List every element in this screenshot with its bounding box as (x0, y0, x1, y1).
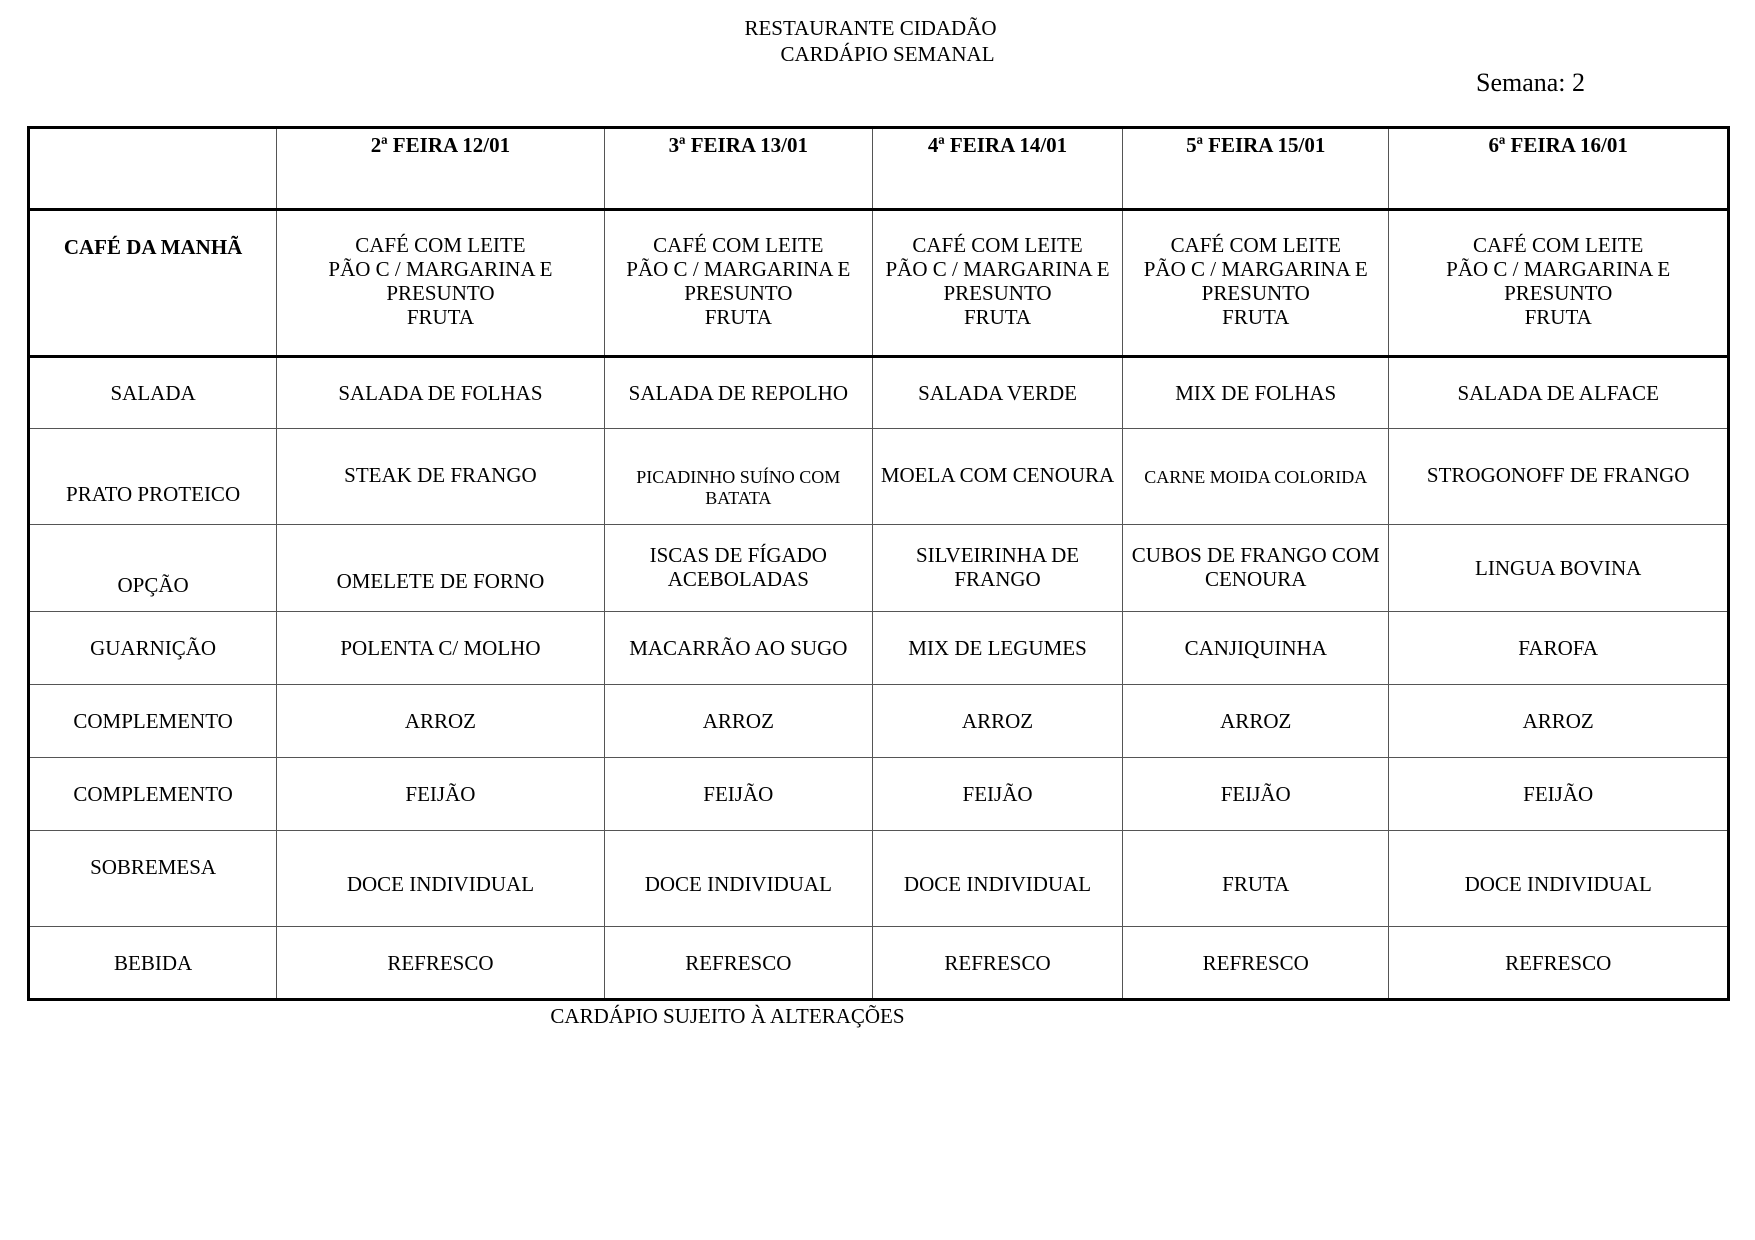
week-label: Semana: 2 (1476, 68, 1586, 97)
breakfast-line: PRESUNTO (1504, 281, 1613, 305)
menu-cell: MIX DE FOLHAS (1123, 357, 1389, 429)
dessert-row (29, 831, 1729, 927)
row-label-salad: SALADA (29, 357, 277, 429)
breakfast-cell (604, 210, 872, 357)
menu-cell: FRUTA (1123, 831, 1389, 927)
breakfast-cell (1123, 210, 1389, 357)
breakfast-cell (277, 210, 605, 357)
row-label-drink: BEBIDA (29, 927, 277, 1000)
menu-cell: FEIJÃO (872, 758, 1122, 831)
menu-cell: SALADA DE ALFACE (1389, 357, 1729, 429)
menu-cell: DOCE INDIVIDUAL (604, 831, 872, 927)
breakfast-line: FRUTA (406, 305, 474, 329)
menu-cell: DOCE INDIVIDUAL (277, 831, 605, 927)
row-label-side-dish: GUARNIÇÃO (29, 612, 277, 685)
menu-cell: POLENTA C/ MOLHO (277, 612, 605, 685)
breakfast-line: PRESUNTO (1201, 281, 1310, 305)
breakfast-line: PRESUNTO (386, 281, 495, 305)
menu-cell: ARROZ (872, 685, 1122, 758)
menu-cell: SALADA VERDE (872, 357, 1122, 429)
salad-row (29, 357, 1729, 429)
menu-cell: ARROZ (277, 685, 605, 758)
breakfast-line: PRESUNTO (943, 281, 1052, 305)
breakfast-line: CAFÉ COM LEITE (653, 233, 824, 257)
menu-subtitle: CARDÁPIO SEMANAL (780, 42, 995, 66)
menu-cell: LINGUA BOVINA (1389, 525, 1729, 612)
day-header-wed: 4ª FEIRA 14/01 (872, 128, 1122, 210)
breakfast-line: FRUTA (1524, 305, 1592, 329)
day-header-tue: 3ª FEIRA 13/01 (604, 128, 872, 210)
row-label-complement: COMPLEMENTO (29, 758, 277, 831)
breakfast-line: PÃO C / MARGARINA E (1446, 257, 1671, 281)
menu-cell: REFRESCO (1389, 927, 1729, 1000)
menu-cell: REFRESCO (277, 927, 605, 1000)
menu-cell: MACARRÃO AO SUGO (604, 612, 872, 685)
menu-cell: ARROZ (1123, 685, 1389, 758)
menu-cell: ARROZ (604, 685, 872, 758)
menu-cell: FEIJÃO (1389, 758, 1729, 831)
menu-cell: ISCAS DE FÍGADO ACEBOLADAS (604, 525, 872, 612)
menu-cell: FEIJÃO (277, 758, 605, 831)
corner-cell (29, 128, 277, 210)
day-header-row (29, 128, 1729, 210)
breakfast-cell (872, 210, 1122, 357)
menu-cell: DOCE INDIVIDUAL (872, 831, 1122, 927)
menu-cell: REFRESCO (1123, 927, 1389, 1000)
menu-cell: CUBOS DE FRANGO COM CENOURA (1123, 525, 1389, 612)
breakfast-line: FRUTA (704, 305, 772, 329)
day-header-thu: 5ª FEIRA 15/01 (1123, 128, 1389, 210)
menu-cell: STEAK DE FRANGO (277, 429, 605, 525)
menu-cell: MOELA COM CENOURA (872, 429, 1122, 525)
weekly-menu-table (27, 126, 1730, 1001)
breakfast-line: CAFÉ COM LEITE (912, 233, 1083, 257)
row-label-option: OPÇÃO (29, 525, 277, 612)
breakfast-line: CAFÉ COM LEITE (355, 233, 526, 257)
row-label-complement: COMPLEMENTO (29, 685, 277, 758)
day-header-fri: 6ª FEIRA 16/01 (1389, 128, 1729, 210)
breakfast-line: PÃO C / MARGARINA E (328, 257, 553, 281)
breakfast-row (29, 210, 1729, 357)
option-row (29, 525, 1729, 612)
row-label-protein: PRATO PROTEICO (29, 429, 277, 525)
drink-row (29, 927, 1729, 1000)
menu-cell: MIX DE LEGUMES (872, 612, 1122, 685)
breakfast-line: PÃO C / MARGARINA E (626, 257, 851, 281)
breakfast-line: PRESUNTO (684, 281, 793, 305)
row-label-breakfast: CAFÉ DA MANHÃ (29, 210, 277, 357)
menu-cell: SALADA DE FOLHAS (277, 357, 605, 429)
menu-cell: REFRESCO (604, 927, 872, 1000)
breakfast-line: PÃO C / MARGARINA E (885, 257, 1110, 281)
restaurant-title: RESTAURANTE CIDADÃO (744, 16, 997, 40)
complement-row-rice (29, 685, 1729, 758)
menu-cell: FEIJÃO (1123, 758, 1389, 831)
menu-cell: PICADINHO SUÍNO COM BATATA (604, 429, 872, 525)
row-label-dessert: SOBREMESA (29, 831, 277, 927)
breakfast-line: FRUTA (963, 305, 1032, 329)
breakfast-line: FRUTA (1222, 305, 1290, 329)
day-header-mon: 2ª FEIRA 12/01 (277, 128, 605, 210)
menu-disclaimer: CARDÁPIO SUJEITO À ALTERAÇÕES (550, 1004, 905, 1028)
menu-cell: CANJIQUINHA (1123, 612, 1389, 685)
complement-row-beans (29, 758, 1729, 831)
menu-cell: STROGONOFF DE FRANGO (1389, 429, 1729, 525)
side-dish-row (29, 612, 1729, 685)
menu-cell: ARROZ (1389, 685, 1729, 758)
menu-cell: CARNE MOIDA COLORIDA (1123, 429, 1389, 525)
breakfast-cell (1389, 210, 1729, 357)
protein-row (29, 429, 1729, 525)
menu-cell: FEIJÃO (604, 758, 872, 831)
breakfast-line: CAFÉ COM LEITE (1473, 233, 1644, 257)
menu-cell: SALADA DE REPOLHO (604, 357, 872, 429)
breakfast-line: CAFÉ COM LEITE (1170, 233, 1341, 257)
menu-cell: OMELETE DE FORNO (277, 525, 605, 612)
menu-cell: SILVEIRINHA DE FRANGO (872, 525, 1122, 612)
menu-cell: DOCE INDIVIDUAL (1389, 831, 1729, 927)
menu-cell: FAROFA (1389, 612, 1729, 685)
menu-cell: REFRESCO (872, 927, 1122, 1000)
breakfast-line: PÃO C / MARGARINA E (1143, 257, 1368, 281)
